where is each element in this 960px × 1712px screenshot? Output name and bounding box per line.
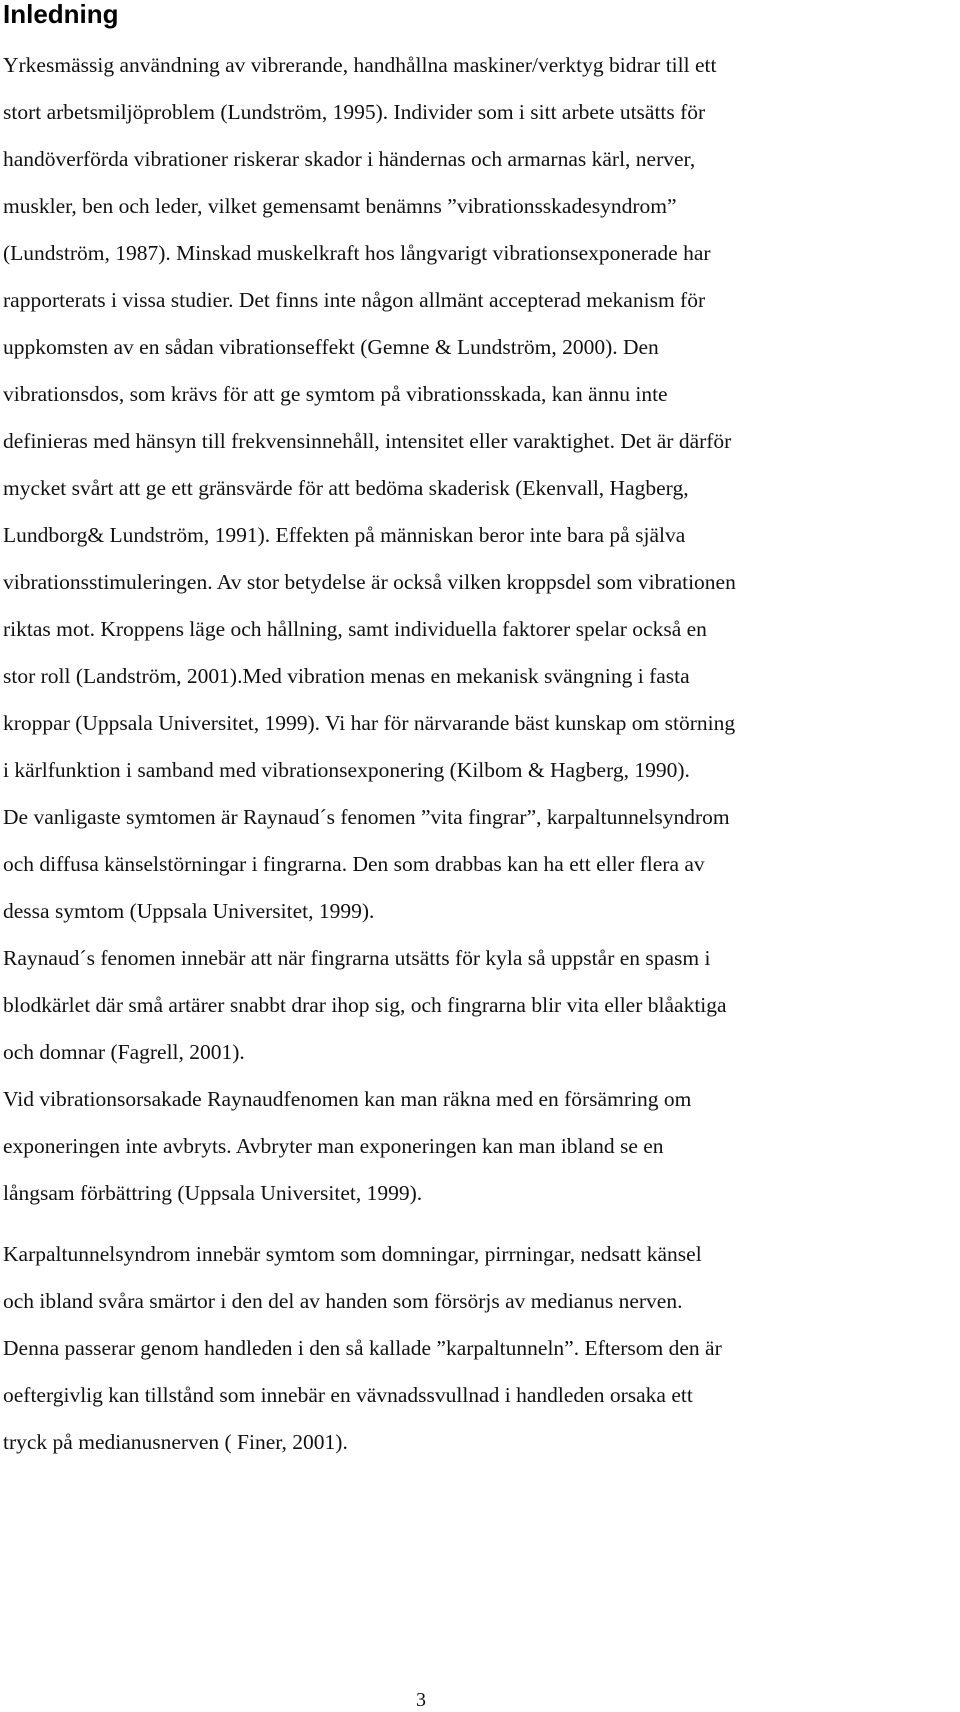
text-line: De vanligaste symtomen är Raynaud´s fenomen ”vita fingrar”, karpaltunnelsyndrom [3, 805, 730, 829]
text-line: stort arbetsmiljöproblem (Lundström, 1995). Individer som i sitt arbete utsätts för [3, 100, 706, 124]
text-line: Lundborg& Lundström, 1991). Effekten på människan beror inte bara på själva [3, 523, 686, 547]
text-line: Karpaltunnelsyndrom innebär symtom som domningar, pirrningar, nedsatt känsel [3, 1242, 702, 1266]
text-line: Vid vibrationsorsakade Raynaudfenomen kan man räkna med en försämring om [3, 1087, 692, 1111]
text-line: och ibland svåra smärtor i den del av handen som försörjs av medianus nerven. [3, 1289, 683, 1313]
text-line: vibrationsdos, som krävs för att ge symtom på vibrationsskada, kan ännu inte [3, 382, 668, 406]
text-line: Denna passerar genom handleden i den så kallade ”karpaltunneln”. Eftersom den är [3, 1336, 722, 1360]
text-line: uppkomsten av en sådan vibrationseffekt (Gemne & Lundström, 2000). Den [3, 335, 659, 359]
text-line: rapporterats i vissa studier. Det finns inte någon allmänt accepterad mekanism för [3, 288, 706, 312]
text-line: exponeringen inte avbryts. Avbryter man exponeringen kan man ibland se en [3, 1134, 664, 1158]
page-number: 3 [416, 1689, 426, 1711]
paragraph-block-1 [3, 42, 943, 1217]
text-line: i kärlfunktion i samband med vibrationsexponering (Kilbom & Hagberg, 1990). [3, 758, 690, 782]
text-line: mycket svårt att ge ett gränsvärde för att bedöma skaderisk (Ekenvall, Hagberg, [3, 476, 689, 500]
text-line: blodkärlet där små artärer snabbt drar ihop sig, och fingrarna blir vita eller blåaktiga [3, 993, 727, 1017]
text-line: (Lundström, 1987). Minskad muskelkraft hos långvarigt vibrationsexponerade har [3, 241, 711, 265]
text-line: Raynaud´s fenomen innebär att när fingrarna utsätts för kyla så uppstår en spasm i [3, 946, 711, 970]
text-line: riktas mot. Kroppens läge och hållning, samt individuella faktorer spelar också en [3, 617, 707, 641]
text-line: och domnar (Fagrell, 2001). [3, 1040, 245, 1064]
text-line: vibrationsstimuleringen. Av stor betydelse är också vilken kroppsdel som vibrationen [3, 570, 736, 594]
paragraph-block-2 [3, 1231, 943, 1466]
text-line: definieras med hänsyn till frekvensinnehåll, intensitet eller varaktighet. Det är därför [3, 429, 732, 453]
text-line: muskler, ben och leder, vilket gemensamt benämns ”vibrationsskadesyndrom” [3, 194, 677, 218]
text-line: tryck på medianusnerven ( Finer, 2001). [3, 1430, 348, 1454]
text-line: kroppar (Uppsala Universitet, 1999). Vi har för närvarande bäst kunskap om störning [3, 711, 736, 735]
text-line: långsam förbättring (Uppsala Universitet, 1999). [3, 1181, 423, 1205]
text-line: dessa symtom (Uppsala Universitet, 1999). [3, 899, 375, 923]
text-line: Yrkesmässig användning av vibrerande, handhållna maskiner/verktyg bidrar till ett [3, 53, 717, 77]
text-line: och diffusa känselstörningar i fingrarna. Den som drabbas kan ha ett eller flera av [3, 852, 705, 876]
text-line: handöverförda vibrationer riskerar skador i händernas och armarnas kärl, nerver, [3, 147, 696, 171]
text-line: stor roll (Landström, 2001).Med vibration menas en mekanisk svängning i fasta [3, 664, 690, 688]
text-line: oeftergivlig kan tillstånd som innebär en vävnadssvullnad i handleden orsaka ett [3, 1383, 693, 1407]
page-heading: Inledning [3, 0, 119, 29]
